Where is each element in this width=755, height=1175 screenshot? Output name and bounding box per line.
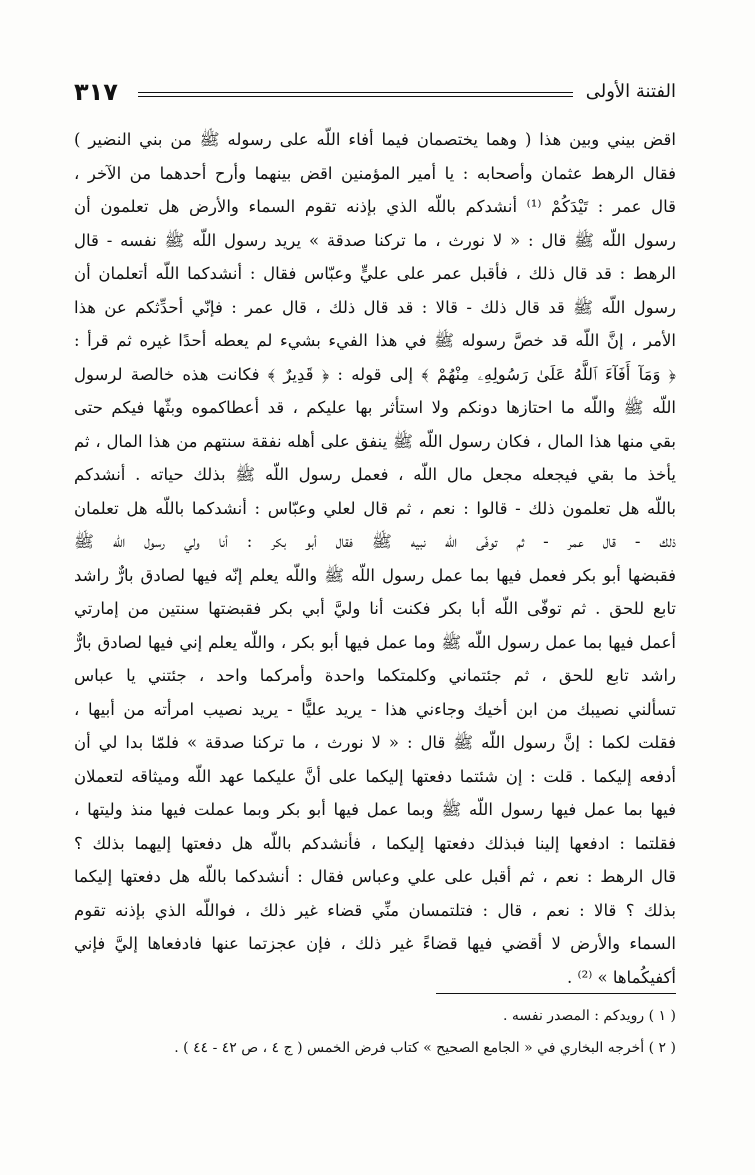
text-line: يأخذ ما بقي فيجعله مجعل مال اللّه ، فعمل رسول اللّه ﷺ بذلك حياته . أنشدكم [74,465,676,484]
footnotes [79,1000,676,1064]
text-line: ذلك - قال عمر - ثم توفّى اللّه نبيه ﷺ فقال أبو بكر : أنا ولي رسول اللّه ﷺ [74,532,676,551]
text-line: فقال الرهط عثمان وأصحابه : يا أمير المؤمنين اقض بينهما وأرح أحدهما من الآخر ، [74,163,676,183]
footnote-divider [436,993,676,994]
text-line: الرهط : قد قال ذلك ، فأقبل عمر على عليٍّ وعبّاس فقال : أنشدكما اللّه أتعلمان أن [74,264,676,283]
text-line: تابع للحق . ثم توفّى اللّه أبا بكر فكنت أنا وليَّ أبي بكر فقبضتها سنتين من إمارتي [74,599,676,618]
header-rule [138,92,573,97]
chapter-title: الفتنة الأولى [585,81,676,102]
text-line-last: أكفيكُماها » ⁽²⁾ . [567,967,676,987]
quran-verse-line: ﴿ وَمَآ أَفَآءَ ٱللَّهُ عَلَىٰ رَسُولِهِۦ مِنْهُمْ ﴾ إلى قوله : ﴿ قَدِيرٌ ﴾ فكانت هذه خالصة لرسول [74,364,676,384]
footnote-2: ( ٢ ) أخرجه البخاري في « الجامع الصحيح » كتاب فرض الخمس ( ج ٤ ، ص ٤٢ - ٤٤ ) . [174,1040,676,1056]
text-line: رسول اللّه ﷺ قال : « لا نورث ، ما تركنا صدقة » يريد رسول اللّه ﷺ نفسه - قال [74,230,676,250]
text-line: بذلك ؟ قالا : نعم ، قال : فتلتمسان منِّي قضاء غير ذلك ، فواللّه الذي بإذنه تقوم [74,900,676,920]
text-line: اللّه ﷺ واللّه ما احتازها دونكم ولا استأثر بها عليكم ، قد أعطاكموه وبثّها فيكم حتى [74,398,676,417]
text-line: أعمل فيها بما عمل رسول اللّه ﷺ وما عمل فيها أبو بكر ، واللّه يعلم إني فيها لصادق بارٌّ [74,632,676,652]
text-line: فيها بما عمل فيها رسول اللّه ﷺ وبما عمل فيها أبو بكر وبما عملت فيها منذ وليتها ، [74,800,676,819]
text-line: فقبضها أبو بكر فعمل فيها بما عمل رسول اللّه ﷺ واللّه يعلم إنّه فيها لصادق بارٌّ راشد [74,565,676,585]
text-line: تسألني نصيبك من ابن أخيك وجاءني هذا - يريد عليًّا - يريد نصيب امرأته من أبيها ، [74,699,676,719]
text-line: قال عمر : تَيْدَكُمْ ⁽¹⁾ أنشدكم باللّه الذي بإذنه تقوم السماء والأرض هل تعلمون أن [74,197,676,216]
text-line: اقض بيني وبين هذا ( وهما يختصمان فيما أفاء اللّه على رسوله ﷺ من بني النضير ) [74,130,676,149]
text-line: فقلتما : ادفعها إلينا فبذلك دفعتها إليكما ، فأنشدكم باللّه هل دفعتها إليهما بذلك ؟ [74,833,676,853]
page-number: ٣١٧ [74,78,118,106]
text-line: السماء والأرض لا أقضي فيها قضاءً غير ذلك ، فإن عجزتما عنها فادفعاها إليَّ فإني [74,934,676,953]
text-line: راشد تابع للحق ، ثم جئتماني وكلمتكما واحدة وأمركما واحد ، جئتني يا عباس [74,666,676,685]
text-line: فقلت لكما : إنَّ رسول اللّه ﷺ قال : « لا نورث ، ما تركنا صدقة » فلمّا بدا لي أن [74,733,676,752]
text-line: بقي منها هذا المال ، فكان رسول اللّه ﷺ ينفق على أهله نفقة سنتهم من هذا المال ، ثم [74,431,676,451]
page-header [74,78,676,108]
text-line: الأمر ، إنَّ اللّه قد خصَّ رسوله ﷺ في هذا الفيء بشيء لم يعطه أحدًا غيره ثم قرأ : [74,331,676,350]
main-text [74,123,676,994]
text-line: رسول اللّه ﷺ قد قال ذلك - قالا : قد قال ذلك ، قال عمر : فإنّي أحدِّثكم عن هذا [74,297,676,317]
footnote-1: ( ١ ) رويدكم : المصدر نفسه . [502,1008,676,1024]
text-line: قال الرهط : نعم ، ثم أقبل على علي وعباس فقال : أنشدكما باللّه هل دفعتها إليكما [74,867,676,886]
text-line: أدفعه إليكما . قلت : إن شئتما دفعتها إليكما على أنَّ عليكما عهد اللّه وميثاقه لتعملان [74,766,676,786]
text-line: باللّه هل تعلمون ذلك - قالوا : نعم ، ثم قال لعلي وعبّاس : أنشدكما باللّه هل تعلمان [74,498,676,518]
